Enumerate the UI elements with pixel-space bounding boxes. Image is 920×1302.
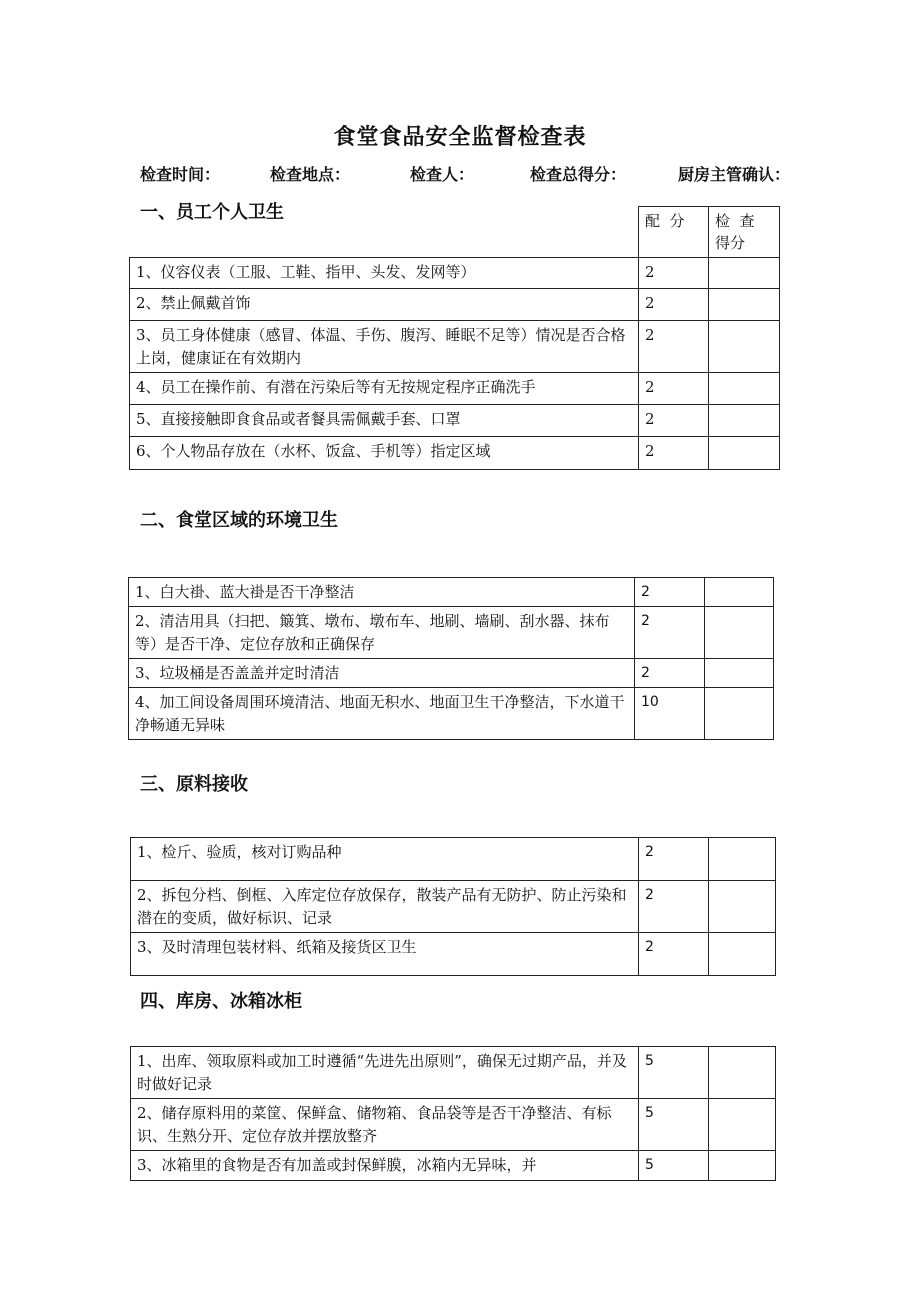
- score-cell: 2: [639, 321, 709, 373]
- check-score-cell[interactable]: [705, 578, 774, 607]
- score-cell: 2: [635, 659, 705, 688]
- table-row: [130, 405, 780, 437]
- check-score-cell[interactable]: [709, 1047, 776, 1099]
- canteen-environment-table: [128, 577, 774, 740]
- check-score-cell[interactable]: [709, 881, 776, 933]
- table-row: [131, 933, 776, 976]
- score-cell: 5: [639, 1047, 709, 1099]
- item-cell: 1、检斤、验质，核对订购品种: [131, 838, 639, 881]
- score-cell: 5: [639, 1151, 709, 1181]
- score-cell: 2: [639, 838, 709, 881]
- check-score-cell[interactable]: [709, 1099, 776, 1151]
- item-cell: 2、清洁用具（扫把、簸箕、墩布、墩布车、地刷、墙刷、刮水器、抹布等）是否干净、定位存放和正确保存: [129, 607, 635, 659]
- check-score-cell[interactable]: [705, 659, 774, 688]
- table-row: [131, 1151, 776, 1181]
- table-row: [131, 881, 776, 933]
- section-title-storage-refrigeration: 四、库房、冰箱冰柜: [140, 991, 302, 1012]
- table-row: [130, 289, 780, 321]
- table-row: [130, 321, 780, 373]
- storage-refrigeration-table: [130, 1046, 776, 1181]
- check-score-header: 检 查 得分: [709, 207, 780, 258]
- table-row: [129, 688, 774, 740]
- item-cell: 3、员工身体健康（感冒、体温、手伤、腹泻、睡眠不足等）情况是否合格上岗，健康证在有效期内: [130, 321, 639, 373]
- table-row: [129, 607, 774, 659]
- table-row: [130, 258, 780, 289]
- score-cell: 2: [635, 607, 705, 659]
- table-row: [131, 838, 776, 881]
- inspection-time-label: 检查时间：: [140, 165, 221, 184]
- section-title-canteen-environment: 二、食堂区域的环境卫生: [140, 510, 338, 531]
- check-score-cell[interactable]: [709, 933, 776, 976]
- score-cell: 2: [639, 289, 709, 321]
- score-cell: 2: [639, 881, 709, 933]
- check-score-cell[interactable]: [709, 289, 780, 321]
- score-cell: 2: [639, 405, 709, 437]
- section-title-staff-hygiene: 一、员工个人卫生: [140, 202, 284, 223]
- table-row: [131, 1099, 776, 1151]
- item-cell: 4、员工在操作前、有潜在污染后等有无按规定程序正确洗手: [130, 373, 639, 405]
- item-cell: 6、个人物品存放在（水杯、饭盒、手机等）指定区域: [130, 437, 639, 470]
- score-cell: 2: [635, 578, 705, 607]
- score-cell: 2: [639, 258, 709, 289]
- section-title-raw-material-receiving: 三、原料接收: [140, 774, 248, 795]
- item-cell: 2、禁止佩戴首饰: [130, 289, 639, 321]
- check-score-cell[interactable]: [709, 258, 780, 289]
- table-row: [131, 1047, 776, 1099]
- item-cell: 3、冰箱里的食物是否有加盖或封保鲜膜，冰箱内无异味，并: [131, 1151, 639, 1181]
- item-cell: 3、及时清理包装材料、纸箱及接货区卫生: [131, 933, 639, 976]
- check-score-cell[interactable]: [709, 405, 780, 437]
- item-cell: 2、储存原料用的菜筐、保鲜盒、储物箱、食品袋等是否干净整洁、有标识、生熟分开、定位存放并摆放整齐: [131, 1099, 639, 1151]
- check-score-cell[interactable]: [709, 373, 780, 405]
- inspector-label: 检查人：: [410, 165, 475, 184]
- staff-hygiene-table: [129, 257, 780, 470]
- check-score-cell[interactable]: [709, 838, 776, 881]
- item-cell: 5、直接接触即食食品或者餐具需佩戴手套、口罩: [130, 405, 639, 437]
- score-cell: 2: [639, 437, 709, 470]
- score-cell: 2: [639, 373, 709, 405]
- check-score-cell[interactable]: [705, 688, 774, 740]
- page-title: 食堂食品安全监督检查表: [333, 125, 587, 150]
- score-header: 配 分: [639, 207, 709, 258]
- check-score-cell[interactable]: [709, 437, 780, 470]
- item-cell: 1、仪容仪表（工服、工鞋、指甲、头发、发网等）: [130, 258, 639, 289]
- kitchen-supervisor-confirm-label: 厨房主管确认：: [678, 165, 791, 184]
- item-cell: 1、白大褂、蓝大褂是否干净整洁: [129, 578, 635, 607]
- score-cell: 10: [635, 688, 705, 740]
- inspection-place-label: 检查地点：: [270, 165, 351, 184]
- table-row: [129, 659, 774, 688]
- check-score-cell[interactable]: [709, 321, 780, 373]
- check-score-cell[interactable]: [709, 1151, 776, 1181]
- item-cell: 1、出库、领取原料或加工时遵循“先进先出原则”，确保无过期产品，并及时做好记录: [131, 1047, 639, 1099]
- table-row: [130, 373, 780, 405]
- score-header-table: [638, 206, 780, 258]
- check-score-cell[interactable]: [705, 607, 774, 659]
- item-cell: 4、加工间设备周围环境清洁、地面无积水、地面卫生干净整洁，下水道干净畅通无异味: [129, 688, 635, 740]
- score-cell: 5: [639, 1099, 709, 1151]
- raw-material-receiving-table: [130, 837, 776, 976]
- item-cell: 3、垃圾桶是否盖盖并定时清洁: [129, 659, 635, 688]
- total-score-label: 检查总得分：: [530, 165, 627, 184]
- score-cell: 2: [639, 933, 709, 976]
- table-row: [130, 437, 780, 470]
- item-cell: 2、拆包分档、倒框、入库定位存放保存，散装产品有无防护、防止污染和潜在的变质，做好标识、记录: [131, 881, 639, 933]
- table-row: [129, 578, 774, 607]
